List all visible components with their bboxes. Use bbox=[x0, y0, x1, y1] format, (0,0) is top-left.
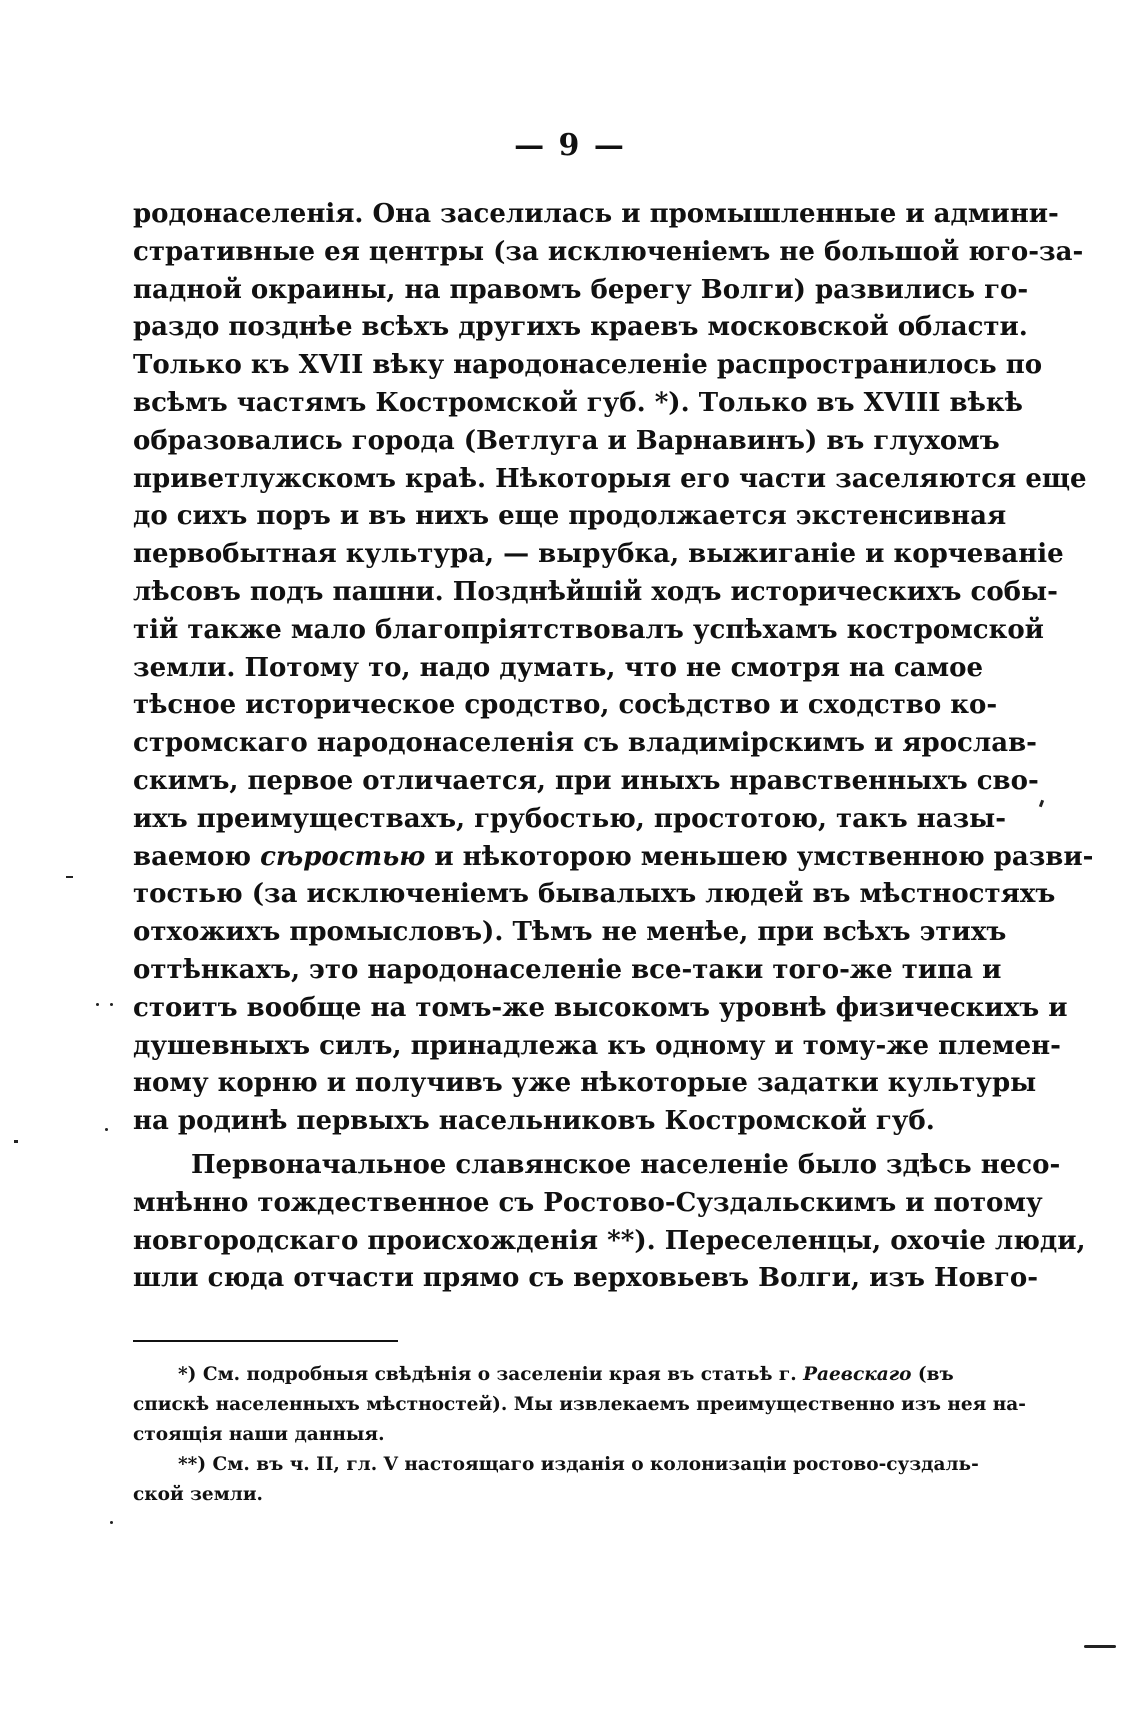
text-line: Только къ XVII вѣку народонаселеніе распространилось по bbox=[133, 350, 1043, 381]
text-run: *) См. подробныя свѣдѣнія о заселеніи края въ статьѣ г. bbox=[178, 1364, 804, 1385]
text-line: стративные ея центры (за исключеніемъ не большой юго-за- bbox=[133, 236, 1084, 267]
text-line: стоитъ вообще на томъ-же высокомъ уровнѣ физическихъ и bbox=[133, 992, 1068, 1023]
footnote-1-line bbox=[133, 1360, 954, 1390]
text-line: раздо позднѣе всѣхъ другихъ краевъ московской области. bbox=[133, 312, 1028, 343]
scan-speck bbox=[96, 1003, 99, 1006]
text-line: новгородскаго происхожденія **). Переселенцы, охочіе люди, bbox=[133, 1225, 1086, 1256]
footnote-1-line: стоящія наши данныя. bbox=[133, 1424, 385, 1445]
footnote-1-line: спискѣ населенныхъ мѣстностей). Мы извлекаемъ преимущественно изъ нея на- bbox=[133, 1394, 1026, 1415]
scan-speck bbox=[66, 876, 73, 878]
text-line: оттѣнкахъ, это народонаселеніе все-таки того-же типа и bbox=[133, 954, 1002, 985]
scan-speck bbox=[14, 1140, 18, 1143]
text-line: всѣмъ частямъ Костромской губ. *). Только въ XVIII вѣкѣ bbox=[133, 387, 1023, 418]
text-line: земли. Потому то, надо думать, что не смотря на самое bbox=[133, 652, 984, 683]
footnote-separator bbox=[133, 1340, 398, 1342]
text-run: (въ bbox=[911, 1364, 954, 1385]
text-line: тѣсное историческое сродство, сосѣдство и сходство ко- bbox=[133, 690, 998, 721]
main-text bbox=[133, 196, 1094, 1298]
scan-speck bbox=[1084, 1645, 1116, 1648]
scan-speck bbox=[105, 1128, 108, 1131]
footnote-2-line: **) См. въ ч. II, гл. V настоящаго изданія о колонизаціи ростово-суздаль- bbox=[178, 1454, 979, 1475]
text-run: и нѣкоторою меньшею умственною разви- bbox=[425, 841, 1094, 872]
text-line: до сихъ поръ и въ нихъ еще продолжается экстенсивная bbox=[133, 501, 1007, 532]
text-line: ихъ преимуществахъ, грубостью, простотою, такъ назы- bbox=[133, 803, 1007, 834]
text-line: тостью (за исключеніемъ бывалыхъ людей въ мѣстностяхъ bbox=[133, 879, 1056, 910]
text-line: душевныхъ силъ, принадлежа къ одному и тому-же племен- bbox=[133, 1030, 1061, 1061]
text-line: тій также мало благопріятствовалъ успѣхамъ костромской bbox=[133, 614, 1044, 645]
text-line: первобытная культура, — вырубка, выжиганіе и корчеваніе bbox=[133, 539, 1064, 570]
scan-speck bbox=[1039, 800, 1044, 808]
text-line: ному корню и получивъ уже нѣкоторые задатки культуры bbox=[133, 1068, 1037, 1099]
text-line: лѣсовъ подъ пашни. Позднѣйшій ходъ историческихъ собы- bbox=[133, 576, 1058, 607]
text-line-paragraph-end: на родинѣ первыхъ насельниковъ Костромской губ. bbox=[133, 1106, 935, 1137]
text-line-paragraph-start: Первоначальное славянское населеніе было здѣсь несо- bbox=[191, 1149, 1061, 1180]
text-line: шли сюда отчасти прямо съ верховьевъ Волги, изъ Новго- bbox=[133, 1263, 1038, 1294]
scan-speck bbox=[110, 1521, 113, 1524]
text-line: мнѣнно тождественное съ Ростово-Суздальскимъ и потому bbox=[133, 1187, 1043, 1218]
text-line: падной окраины, на правомъ берегу Волги) развились го- bbox=[133, 274, 1029, 305]
text-line: родонаселенія. Она заселилась и промышленные и админи- bbox=[133, 199, 1059, 229]
text-run: ваемою bbox=[133, 841, 261, 872]
text-line: образовались города (Ветлуга и Варнавинъ) въ глухомъ bbox=[133, 425, 1000, 456]
footnote-2-line: ской земли. bbox=[133, 1484, 263, 1505]
text-line: скимъ, первое отличается, при иныхъ нравственныхъ сво- bbox=[133, 765, 1039, 796]
page-number: — 9 — bbox=[514, 128, 626, 163]
italic-word: Раевскаго bbox=[803, 1364, 912, 1385]
text-line: отхожихъ промысловъ). Тѣмъ не менѣе, при всѣхъ этихъ bbox=[133, 917, 1007, 948]
footnotes bbox=[133, 1360, 1026, 1510]
scan-speck bbox=[110, 1003, 113, 1006]
italic-word: сѣростью bbox=[260, 841, 426, 872]
text-line-with-italic bbox=[133, 839, 1094, 877]
text-line: стромскаго народонаселенія съ владимірскимъ и ярослав- bbox=[133, 728, 1037, 759]
text-line: приветлужскомъ краѣ. Нѣкоторыя его части заселяются еще bbox=[133, 463, 1087, 494]
